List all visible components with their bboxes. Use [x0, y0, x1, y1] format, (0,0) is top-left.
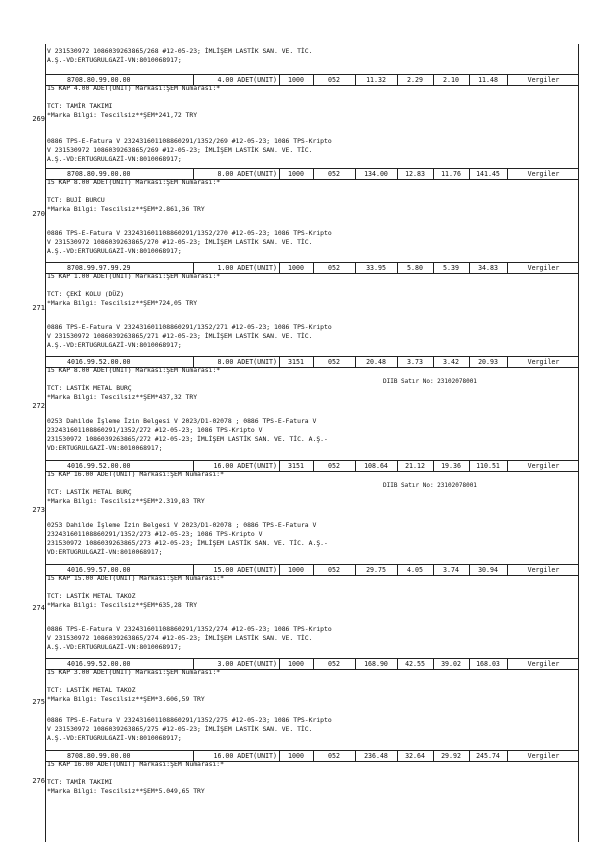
code-2: 052: [328, 566, 340, 574]
item-line: 15 KAP 4.00 ADET(UNIT) Markası:ŞEM Numarası:*: [47, 84, 221, 92]
hs-code: 8708.80.99.00.00: [67, 76, 131, 84]
item-line: A.Ş.-VD:ERTUGRULGAZİ-VN:8010068917;: [47, 341, 182, 349]
item-line: 231530972 1086039263865/273 #12-05-23; İMLİŞEM LASTİK SAN. VE. TİC. A.Ş.-: [47, 539, 328, 547]
diib-line-number: DIIB Satır No: 23102078001: [383, 482, 477, 489]
item-line: *Marka Bilgi: Tescilsiz**ŞEM*635,28 TRY: [47, 601, 198, 609]
item-line: *Marka Bilgi: Tescilsiz**ŞEM*2.319,83 TRY: [47, 497, 205, 505]
code-1: 1000: [288, 566, 304, 574]
code-1: 1000: [288, 76, 304, 84]
quantity: 8.00 ADET(UNIT): [217, 170, 277, 178]
item-line: 15 KAP 16.00 ADET(UNIT) Markası:ŞEM Numarası:*: [47, 760, 224, 768]
value-1: 236.48: [364, 752, 388, 760]
item-line: TCT: TAMİR TAKIMI: [47, 102, 113, 110]
code-1: 1000: [288, 170, 304, 178]
value-3: 3.74: [443, 566, 459, 574]
item-line: 0253 Dahilde İşleme İzin Belgesi V 2023/D1-02078 ; 0886 TPS-E-Fatura V: [47, 417, 317, 425]
value-2: 21.12: [405, 462, 425, 470]
code-2: 052: [328, 462, 340, 470]
continued-line: V 231530972 1086039263865/268 #12-05-23; İMLİŞEM LASTİK SAN. VE. TİC.: [47, 47, 313, 55]
item-number: 270: [32, 210, 45, 218]
tax-label: Vergiler: [527, 170, 560, 178]
item-line: 15 KAP 3.00 ADET(UNIT) Markası:ŞEM Numarası:*: [47, 668, 221, 676]
item-number: 273: [32, 506, 45, 514]
quantity: 3.00 ADET(UNIT): [217, 660, 277, 668]
value-4: 20.93: [478, 358, 498, 366]
value-3: 11.76: [441, 170, 461, 178]
value-3: 19.36: [441, 462, 461, 470]
tax-label: Vergiler: [527, 566, 560, 574]
value-3: 39.02: [441, 660, 461, 668]
tax-label: Vergiler: [527, 358, 560, 366]
item-line: V 231530972 1086039263865/270 #12-05-23; İMLİŞEM LASTİK SAN. VE. TİC.: [47, 238, 313, 246]
item-number: 274: [32, 604, 45, 612]
item-line: 0253 Dahilde İşleme İzin Belgesi V 2023/D1-02078 ; 0886 TPS-E-Fatura V: [47, 521, 317, 529]
item-line: *Marka Bilgi: Tescilsiz**ŞEM*3.606,59 TRY: [47, 695, 205, 703]
item-line: TCT: LASTİK METAL TAKOZ: [47, 592, 136, 600]
item-line: 0886 TPS-E-Fatura V 232431601108860291/1352/271 #12-05-23; 1086 TPS-Kripto: [47, 323, 332, 331]
hs-code: 8708.80.99.00.00: [67, 752, 131, 760]
value-4: 245.74: [476, 752, 500, 760]
value-4: 110.51: [476, 462, 500, 470]
item-line: 0886 TPS-E-Fatura V 232431601108860291/1352/269 #12-05-23; 1086 TPS-Kripto: [47, 137, 332, 145]
item-line: *Marka Bilgi: Tescilsiz**ŞEM*437,32 TRY: [47, 393, 198, 401]
item-number: 269: [32, 115, 45, 123]
code-1: 1000: [288, 264, 304, 272]
tax-label: Vergiler: [527, 752, 560, 760]
item-line: 232431601108860291/1352/272 #12-05-23; 1086 TPS-Kripto V: [47, 426, 263, 434]
quantity: 16.00 ADET(UNIT): [213, 752, 277, 760]
value-4: 141.45: [476, 170, 500, 178]
item-line: 15 KAP 8.00 ADET(UNIT) Markası:ŞEM Numarası:*: [47, 366, 221, 374]
item-line: A.Ş.-VD:ERTUGRULGAZİ-VN:8010068917;: [47, 643, 182, 651]
hs-code: 4016.99.52.00.00: [67, 358, 131, 366]
value-1: 20.48: [366, 358, 386, 366]
hs-code: 4016.99.57.00.00: [67, 566, 131, 574]
item-line: 231530972 1086039263865/272 #12-05-23; İMLİŞEM LASTİK SAN. VE. TİC. A.Ş.-: [47, 435, 328, 443]
quantity: 1.00 ADET(UNIT): [217, 264, 277, 272]
item-line: 15 KAP 16.00 ADET(UNIT) Markası:ŞEM Numarası:*: [47, 470, 224, 478]
value-1: 134.00: [364, 170, 388, 178]
item-line: V 231530972 1086039263865/275 #12-05-23; İMLİŞEM LASTİK SAN. VE. TİC.: [47, 725, 313, 733]
code-1: 1000: [288, 752, 304, 760]
item-line: *Marka Bilgi: Tescilsiz**ŞEM*724,05 TRY: [47, 299, 198, 307]
item-line: V 231530972 1086039263865/271 #12-05-23; İMLİŞEM LASTİK SAN. VE. TİC.: [47, 332, 313, 340]
code-1: 3151: [288, 358, 304, 366]
item-line: 15 KAP 1.00 ADET(UNIT) Markası:ŞEM Numarası:*: [47, 272, 221, 280]
item-line: 0886 TPS-E-Fatura V 232431601108860291/1352/275 #12-05-23; 1086 TPS-Kripto: [47, 716, 332, 724]
hs-code: 4016.99.52.00.00: [67, 462, 131, 470]
item-line: A.Ş.-VD:ERTUGRULGAZİ-VN:8010068917;: [47, 155, 182, 163]
value-1: 108.64: [364, 462, 388, 470]
value-4: 11.48: [478, 76, 498, 84]
item-number: 271: [32, 304, 45, 312]
value-4: 34.83: [478, 264, 498, 272]
value-2: 2.29: [407, 76, 423, 84]
quantity: 4.00 ADET(UNIT): [217, 76, 277, 84]
value-1: 29.75: [366, 566, 386, 574]
item-line: *Marka Bilgi: Tescilsiz**ŞEM*5.049,65 TRY: [47, 787, 205, 795]
item-line: A.Ş.-VD:ERTUGRULGAZİ-VN:8010068917;: [47, 734, 182, 742]
code-2: 052: [328, 264, 340, 272]
item-number: 275: [32, 698, 45, 706]
tax-label: Vergiler: [527, 660, 560, 668]
left-border: [45, 44, 46, 842]
item-line: 0886 TPS-E-Fatura V 232431601108860291/1352/270 #12-05-23; 1086 TPS-Kripto: [47, 229, 332, 237]
item-line: TCT: LASTİK METAL BURÇ: [47, 384, 132, 392]
quantity: 16.00 ADET(UNIT): [213, 462, 277, 470]
value-2: 3.73: [407, 358, 423, 366]
code-1: 1000: [288, 660, 304, 668]
item-line: TCT: BUJİ BURCU: [47, 196, 105, 204]
value-3: 5.39: [443, 264, 459, 272]
value-2: 12.83: [405, 170, 425, 178]
value-3: 2.10: [443, 76, 459, 84]
item-number: 276: [32, 777, 45, 785]
hs-code: 8708.99.97.99.29: [67, 264, 131, 272]
item-line: 232431601108860291/1352/273 #12-05-23; 1086 TPS-Kripto V: [47, 530, 263, 538]
item-line: V 231530972 1086039263865/269 #12-05-23; İMLİŞEM LASTİK SAN. VE. TİC.: [47, 146, 313, 154]
item-line: V 231530972 1086039263865/274 #12-05-23; İMLİŞEM LASTİK SAN. VE. TİC.: [47, 634, 313, 642]
value-4: 30.94: [478, 566, 498, 574]
item-line: 15 KAP 8.00 ADET(UNIT) Markası:ŞEM Numarası:*: [47, 178, 221, 186]
hs-code: 8708.80.99.00.00: [67, 170, 131, 178]
item-line: *Marka Bilgi: Tescilsiz**ŞEM*241,72 TRY: [47, 111, 198, 119]
diib-line-number: DIIB Satır No: 23102078001: [383, 378, 477, 385]
tax-label: Vergiler: [527, 76, 560, 84]
tax-label: Vergiler: [527, 462, 560, 470]
tax-label: Vergiler: [527, 264, 560, 272]
item-line: VD:ERTUGRULGAZİ-VN:8010068917;: [47, 444, 163, 452]
value-4: 168.03: [476, 660, 500, 668]
value-3: 29.92: [441, 752, 461, 760]
item-line: A.Ş.-VD:ERTUGRULGAZİ-VN:8010068917;: [47, 247, 182, 255]
item-line: 15 KAP 15.00 ADET(UNIT) Markası:ŞEM Numarası:*: [47, 574, 224, 582]
item-line: TCT: TAMİR TAKIMI: [47, 778, 113, 786]
code-2: 052: [328, 752, 340, 760]
value-2: 42.55: [405, 660, 425, 668]
item-line: TCT: LASTİK METAL BURÇ: [47, 488, 132, 496]
quantity: 8.00 ADET(UNIT): [217, 358, 277, 366]
item-line: TCT: LASTİK METAL TAKOZ: [47, 686, 136, 694]
item-number: 272: [32, 402, 45, 410]
value-2: 5.80: [407, 264, 423, 272]
value-1: 168.90: [364, 660, 388, 668]
right-border: [578, 44, 579, 842]
value-3: 3.42: [443, 358, 459, 366]
code-2: 052: [328, 76, 340, 84]
item-line: TCT: ÇEKİ KOLU (DÜZ): [47, 290, 124, 298]
value-1: 11.32: [366, 76, 386, 84]
code-2: 052: [328, 170, 340, 178]
code-2: 052: [328, 358, 340, 366]
code-2: 052: [328, 660, 340, 668]
value-2: 32.64: [405, 752, 425, 760]
value-2: 4.05: [407, 566, 423, 574]
code-1: 3151: [288, 462, 304, 470]
item-line: 0886 TPS-E-Fatura V 232431601108860291/1352/274 #12-05-23; 1086 TPS-Kripto: [47, 625, 332, 633]
continued-line: A.Ş.-VD:ERTUGRULGAZİ-VN:8010068917;: [47, 56, 182, 64]
quantity: 15.00 ADET(UNIT): [213, 566, 277, 574]
value-1: 33.95: [366, 264, 386, 272]
hs-code: 4016.99.52.00.00: [67, 660, 131, 668]
item-line: *Marka Bilgi: Tescilsiz**ŞEM*2.861,36 TRY: [47, 205, 205, 213]
item-line: VD:ERTUGRULGAZİ-VN:8010068917;: [47, 548, 163, 556]
